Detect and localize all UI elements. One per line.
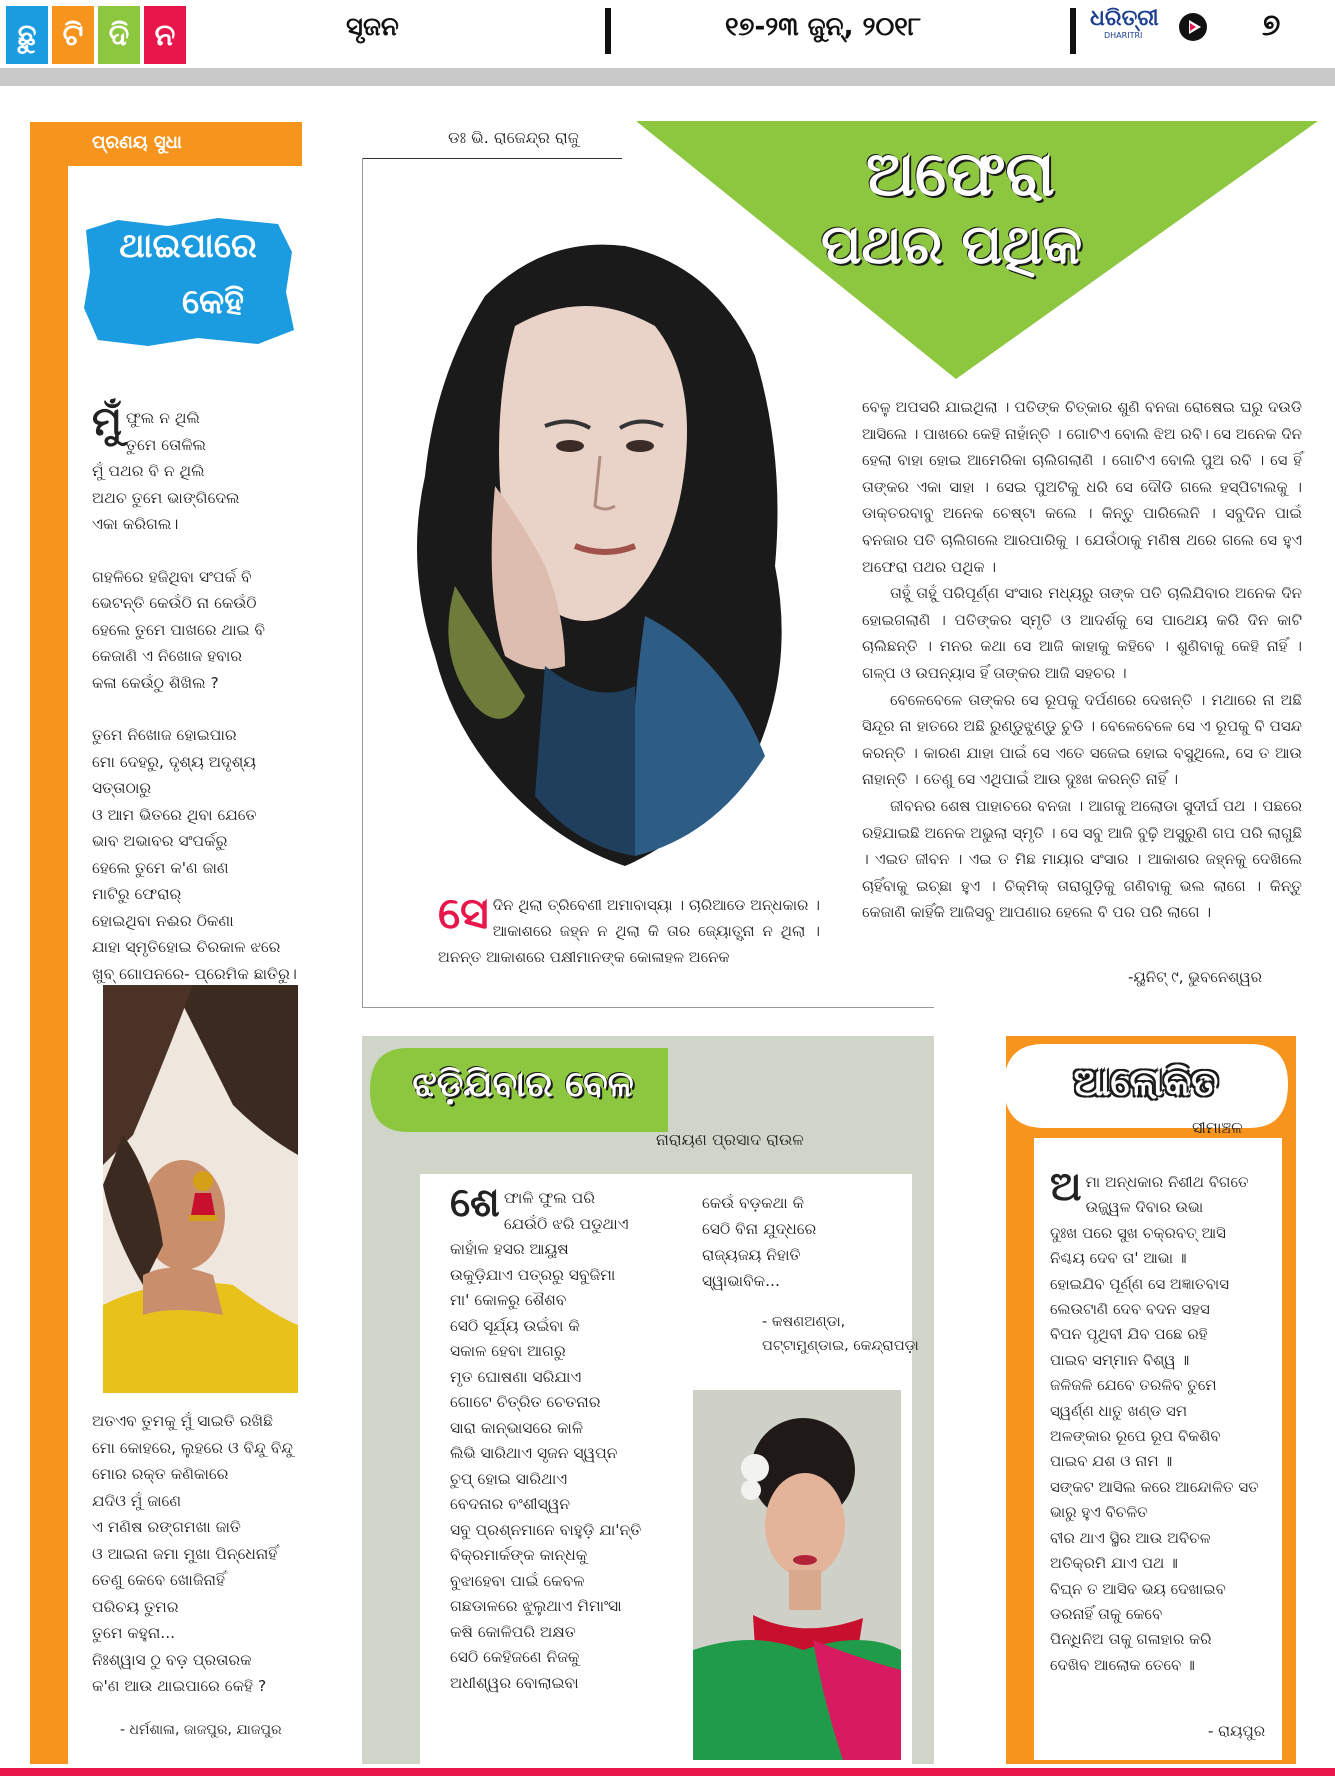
center-poem-col1-lines: ଫାଳି ଫୁଲ ପରି ଯେଉଁଠି ଝରି ପଡୁଥାଏ କାହାଁଳ ହସର ଆୟୁଷ ଉକୁଡ଼ିଯାଏ ପତ୍ରରୁ ସବୁଜିମା ମା' କୋଳରୁ ଶୈଶବ ସେଠି ସୂର୍ଯ୍ୟ ଉଇଁବା କି ସକାଳ ହେବା ଆଗରୁ ମୃତ ଘୋଷଣା ସରିଯାଏ ଗୋଟେ ଚିତ୍ରିତ ଚେତନାର ସାରା କାନ୍‌ଭାସରେ କାଳି ଲିଭି ସାରିଥାଏ ସୃଜନ ସ୍ୱପ୍ନ ଚୁପ୍‌ ହୋଇ ସାରିଥାଏ ବେଦନାର ବଂଶୀସ୍ୱନ ସବୁ ପ୍ରଶ୍ନମାନେ ବାହୁଡ଼ି ଯା'ନ୍ତି ବିକ୍ରମାର୍କଙ୍କ କାନ୍ଧକୁ ବୁଝାହେବା ପାଇଁ କେବଳ ଗଛଡାଳରେ ଝୁଲୁଥାଏ ମିମାଂସା କଷି କୋଳିପରି ଅକ୍ଷତ ସେଠି କେହିଜଣେ ନିଜକୁ ଅଧୀଶ୍ୱର ବୋଲାଇବା xyxy=(450,1189,642,1692)
story-paragraph-3: ବେଳେବେଳେ ତାଙ୍କର ସେ ରୂପକୁ ଦର୍ପଣରେ ଦେଖନ୍ତି । ମଥାରେ ନା ଅଛି ସିନ୍ଦୂର ନା ହାତରେ ଅଛି ରୁଣ୍ଡୁଝୁଣ୍ଡୁ ଚୁଡି । ବେଳେବେଳେ ସେ ଏ ରୂପକୁ ବି ପସନ୍ଦ କରନ୍ତି । କାରଣ ଯାହା ପାଇଁ ସେ ଏତେ ସଜେଇ ହୋଇ ବସୁଥିଲେ, ସେ ତ ଆଉ ନାହାନ୍ତି । ତେଣୁ ସେ ଏଥିପାଇଁ ଆଉ ଦୁଃଖ କରନ୍ତି ନାହିଁ । xyxy=(862,690,1302,789)
story-frame-bottom xyxy=(362,1007,934,1008)
center-poem-author: ନାରାୟଣ ପ୍ରସାଦ ରାଉଳ xyxy=(656,1130,804,1149)
right-poem-author: ସୀମାଞ୍ଚଳ xyxy=(1192,1118,1243,1137)
play-icon xyxy=(1178,12,1208,42)
story-author: ଡଃ ଭି. ରାଜେନ୍ଦ୍ର ରାଜୁ xyxy=(448,128,579,147)
right-poem-title: ଆଲୋକିତ xyxy=(1073,1060,1219,1104)
story-frame-top xyxy=(362,158,622,159)
right-poem-body xyxy=(1050,1164,1282,1678)
right-poem-lines: ମା ଅନ୍ଧକାର ନିଶୀଥ ବିଗତେ ଉଜ୍ଜ୍ୱଳ ଦିବାର ଉଭା ଦୁଃଖ ପରେ ସୁଖ ଚକ୍ରବତ୍‌ ଆସି ନିଶ୍ଚୟ ଦେବ ତା' ଆଭା ॥ ହୋଇଯିବ ପୂର୍ଣ୍ଣ ସେ ଅଜ୍ଞାତବାସ ଲେଉଟାଣି ଦେବ ବଦନ ସହସ ବିପନ ପୃଥିବୀ ଯିବ ପଛେ ରହି ପାଇବ ସମ୍ମାନ ବିଶ୍ୱ ॥ ଜଳିଜଳି ଯେବେ ତରଳିବ ତୁମେ ସ୍ୱର୍ଣ୍ଣ ଧାତୁ ଖଣ୍ଡ ସମ ଅଳଙ୍କାର ରୂପେ ରୂପ ବିକଶିବ ପାଇବ ଯଶ ଓ ନାମ ॥ ସଙ୍କଟ ଆସିଲ କରେ ଆନ୍ଦୋଳିତ ସତ ଭାରୁ ହୁଏ ବିଚଳିତ ବୀର ଥାଏ ସ୍ଥିର ଆଉ ଅବିଚଳ ଅତିକ୍ରମି ଯାଏ ପଥ ॥ ବିଘ୍ନ ତ ଆସିବ ଭୟ ଦେଖାଇବ ଡରନାହିଁ ତାକୁ କେବେ ପିନ୍ଧିନିଅ ତାକୁ ଗଳାହାର କରି ଦେଖିବ ଆଲୋକ ତେବେ ॥ xyxy=(1050,1173,1259,1674)
left-poem-stanza-4: ଅତଏବ ତୁମକୁ ମୁଁ ସାଇତି ରଖିଛି ମୋ କୋହରେ, ଲୁହରେ ଓ ବିନ୍ଦୁ ବିନ୍ଦୁ ମୋର ରକ୍ତ କଣିକାରେ ଯଦିଓ ମୁଁ ଜାଣେ ଏ ମଣିଷ ରଙ୍ଗମଖା ଜାତି ଓ ଆଇନା ଜମା ମୁଖା ପିନ୍ଧେନାହିଁ ତେଣୁ କେବେ ଖୋଜିନାହିଁ ପରିଚୟ ତୁମର ତୁମେ କହୁନା... ନିଃଶ୍ୱାସ ଠୁ ବଡ଼ ପ୍ରତାରକ କ'ଣ ଆଉ ଥାଇପାରେ କେହି ? xyxy=(92,1412,293,1695)
page-number: ୭ xyxy=(1262,8,1281,43)
right-poem-text xyxy=(1050,1164,1282,1678)
left-poem-stanza-3: ତୁମେ ନିଖୋଜ ହୋଇପାର ମୋ ଦେହରୁ, ଦୃଶ୍ୟ ଅଦୃଶ୍ୟ ସତ୍ତାଠାରୁ ଓ ଆମ ଭିତରେ ଥିବା ଯେତେ ଭାବ ଅଭାବର ସଂପର୍କରୁ ହେଲେ ତୁମେ କ'ଣ ଜାଣ ମାଟିରୁ ଫେରାର୍‌ ହୋଇଥିବା ନଈର ଠିକଣା ଯାହା ସ୍ମୃତିହୋଇ ଚିରକାଳ ଝରେ ଖୁବ୍‌ ଗୋପନରେ- ପ୍ରେମିକ ଛାତିରୁ। xyxy=(92,726,297,983)
brand-logo xyxy=(1090,6,1170,56)
section-name: ସୃଜନ xyxy=(346,12,399,42)
logo-letter-1: ଛୁ xyxy=(6,6,48,64)
left-poem-body-bottom xyxy=(92,1408,312,1700)
story-paragraph-4: ଜୀବନର ଶେଷ ପାହାଚରେ ବନଜା । ଆଗକୁ ଅଲୋଡା ସୁଦୀର୍ଘ ପଥ । ପଛରେ ରହିଯାଇଛି ଅନେକ ଅଭୁଲା ସ୍ମୃତି । ସେ ସବୁ ଆଜି ବୁଢ଼ି ଅସୁରୁଣି ଗପ ପରି ଲାଗୁଛି । ଏଇତ ଜୀବନ । ଏଇ ତ ମିଛ ମାୟାର ସଂସାର । ଆକାଶର ଜହ୍ନକୁ ଦେଖିଲେ ଚାହିଁବାକୁ ଇଚ୍ଛା ହୁଏ । ଚିକ୍‌ମିକ୍‌ ତାରାଗୁଡ଼ିକୁ ଗଣିବାକୁ ଭଲ ଲାଗେ । କିନ୍ତୁ କେଜାଣି କାହିଁକି ଆଜିସବୁ ଆପଣାର ହେଲେ ବି ପର ପରି ଲାଗେ । xyxy=(862,796,1302,922)
pensive-woman-illustration xyxy=(395,236,795,876)
story-title-line2: ପଥର ପଥିକ xyxy=(821,213,1083,276)
story-credit: -ୟୁନିଟ୍‌ ୯, ଭୁବନେଶ୍ୱର xyxy=(1128,968,1263,986)
logo-letter-3: ଦି xyxy=(98,6,140,64)
center-poem-dropcap: ଶେ xyxy=(450,1180,500,1226)
left-poem-title-line2: କେହି xyxy=(182,282,244,322)
left-poem-credit: - ଧର୍ମଶାଳା, ଜାଜପୁର, ଯାଜପୁର xyxy=(120,1722,282,1738)
center-poem-title-banner xyxy=(368,1044,674,1136)
story-title-line1: ଅଫେରା xyxy=(866,137,1055,210)
story-paragraph-1: ବେଳୁ ଅପସରି ଯାଇଥିଲା । ପତିଙ୍କ ଚିତ୍କାର ଶୁଣି ବନଜା ରୋଷେଇ ଘରୁ ଦଉଡି ଆସିଲେ । ପାଖରେ କେହି ନାହାଁନ୍ତି । ଗୋଟିଏ ବୋଲି ଝିଅ ରବି। ସେ ଅନେକ ଦିନ ହେଲା ବାହା ହୋଇ ଆମେରିକା ଚାଲିଗଲାଣି । ଗୋଟିଏ ବୋଲି ପୁଅ ରବି । ସେ ହିଁ ତାଙ୍କର ଏକା ସାହା । ସେଇ ପୁଅଟିକୁ ଧରି ସେ ଦୌଡି ଗଲେ ହସ୍ପିଟାଲକୁ । ଡାକ୍ତରବାବୁ ଅନେକ ଚେଷ୍ଟା କଲେ । କିନ୍ତୁ ପାରିଲେନି । ସବୁଦିନ ପାଇଁ ବନଜାର ପତି ଚାଲିଗଲେ ଆରପାରିକୁ । ଯେଉଁଠାକୁ ମଣିଷ ଥରେ ଗଲେ ସେ ହୁଏ ଅଫେରା ପଥର ପଥିକ । xyxy=(862,398,1302,576)
story-intro-dropcap: ସେ xyxy=(438,888,489,939)
header-divider xyxy=(605,8,611,54)
brand-subtitle: DHARITRI xyxy=(1104,31,1143,40)
header-divider xyxy=(1070,8,1076,54)
left-orange-bar xyxy=(30,122,68,1764)
header-band xyxy=(0,68,1335,86)
left-poem-stanza-1 xyxy=(92,399,307,538)
story-paragraph-2: ତାହୁଁ ତାହୁଁ ପରିପୂର୍ଣ୍ଣ ସଂସାର ମଧ୍ୟରୁ ତାଙ୍କ ପତି ଚାଲିଯିବାର ଅନେକ ଦିନ ହୋଇଗଲାଣି । ପତିଙ୍କର ସ୍ମୃତି ଓ ଆଦର୍ଶକୁ ସେ ପାଥେୟ କରି ଦିନ କାଟି ଚାଲିଛନ୍ତି । ମନର କଥା ସେ ଆଜି କାହାକୁ କହିବେ । ଶୁଣିବାକୁ କେହି ନାହିଁ । ଗଳ୍ପ ଓ ଉପନ୍ୟାସ ହିଁ ତାଙ୍କର ଆଜି ସହଚର । xyxy=(862,584,1302,682)
logo-letter-2: ଟି xyxy=(52,6,94,64)
left-poem-title-blob xyxy=(78,212,298,352)
left-poem-dropcap: ମୁଁ xyxy=(92,399,122,445)
story-intro xyxy=(438,888,820,970)
left-poem-body-top xyxy=(92,399,307,987)
story-body xyxy=(862,394,1302,926)
story-frame-left xyxy=(362,158,363,1008)
story-intro-text: ଦିନ ଥିଲା ତ୍ରିବେଣୀ ଅମାବାସ୍ୟା । ଚାରିଆଡେ ଅନ୍ଧକାର । ଆକାଶରେ ଜହ୍ନ ନ ଥିଲା କି ତାର ଜ୍ୟୋତ୍ସ୍ନା ନ ଥିଲା । ଅନନ୍ତ ଆକାଶରେ ପକ୍ଷୀମାନଙ୍କ କୋଳାହଳ ଅନେକ xyxy=(438,896,820,966)
left-poem-stanza-1-text: ଫୁଲ ନ ଥିଲି ତୁମେ ତୋଳିଲ ମୁଁ ପଥର ବି ନ ଥିଲି ଅଥଚ ତୁମେ ଭାଙ୍ଗିଦେଲ ଏକା କରିଗଲ। xyxy=(92,409,240,533)
right-poem-credit: - ରାୟପୁର xyxy=(1208,1722,1266,1740)
left-poem-title-line1: ଥାଇପାରେ xyxy=(119,226,257,266)
left-poem-tag: ପ୍ରଣୟ ସୁଧା xyxy=(92,132,182,153)
woman-earring-photo xyxy=(103,985,298,1393)
footer-rule xyxy=(0,1768,1335,1776)
right-poem-title-banner xyxy=(1000,1036,1292,1136)
issue-date: ୧୭-୨୩ ଜୁନ୍, ୨୦୧୮ xyxy=(725,12,922,42)
right-poem-dropcap: ଅ xyxy=(1050,1164,1082,1210)
center-poem-title: ଝଡ଼ିଯିବାର ବେଳ xyxy=(412,1064,634,1105)
center-poem-col1 xyxy=(450,1180,670,1696)
brand-name: ଧରିତ୍ରୀ xyxy=(1090,6,1159,31)
center-poem-col2 xyxy=(702,1190,919,1358)
bride-portrait-photo xyxy=(693,1390,901,1760)
center-poem-col2-text: କେଉଁ ବଡ଼କଥା କି ସେଠି ବିନା ଯୁଦ୍ଧରେ ରାଜ୍ୟଜୟ ନିହାତି ସ୍ୱାଭାବିକ... xyxy=(702,1194,817,1290)
center-poem-credit: - କଷଣଅଣ୍ଡା, ପଟ୍ଟାମୁଣ୍ଡାଇ, କେନ୍ଦ୍ରାପଡ଼ା xyxy=(762,1314,919,1354)
left-poem-stanza-2: ଗହଳିରେ ହଜିଥିବା ସଂପର୍କ ବି ଭେଟନ୍ତି କେଉଁଠି ନା କେଉଁଠି ହେଲେ ତୁମେ ପାଖରେ ଥାଇ ବି କେଜାଣି ଏ ନିଖୋଜ ହବାର କଳା କେଉଁଠୁ ଶିଖିଲ ? xyxy=(92,567,266,692)
logo-letter-4: ନ xyxy=(144,6,186,64)
center-poem-col1-text xyxy=(450,1180,670,1696)
